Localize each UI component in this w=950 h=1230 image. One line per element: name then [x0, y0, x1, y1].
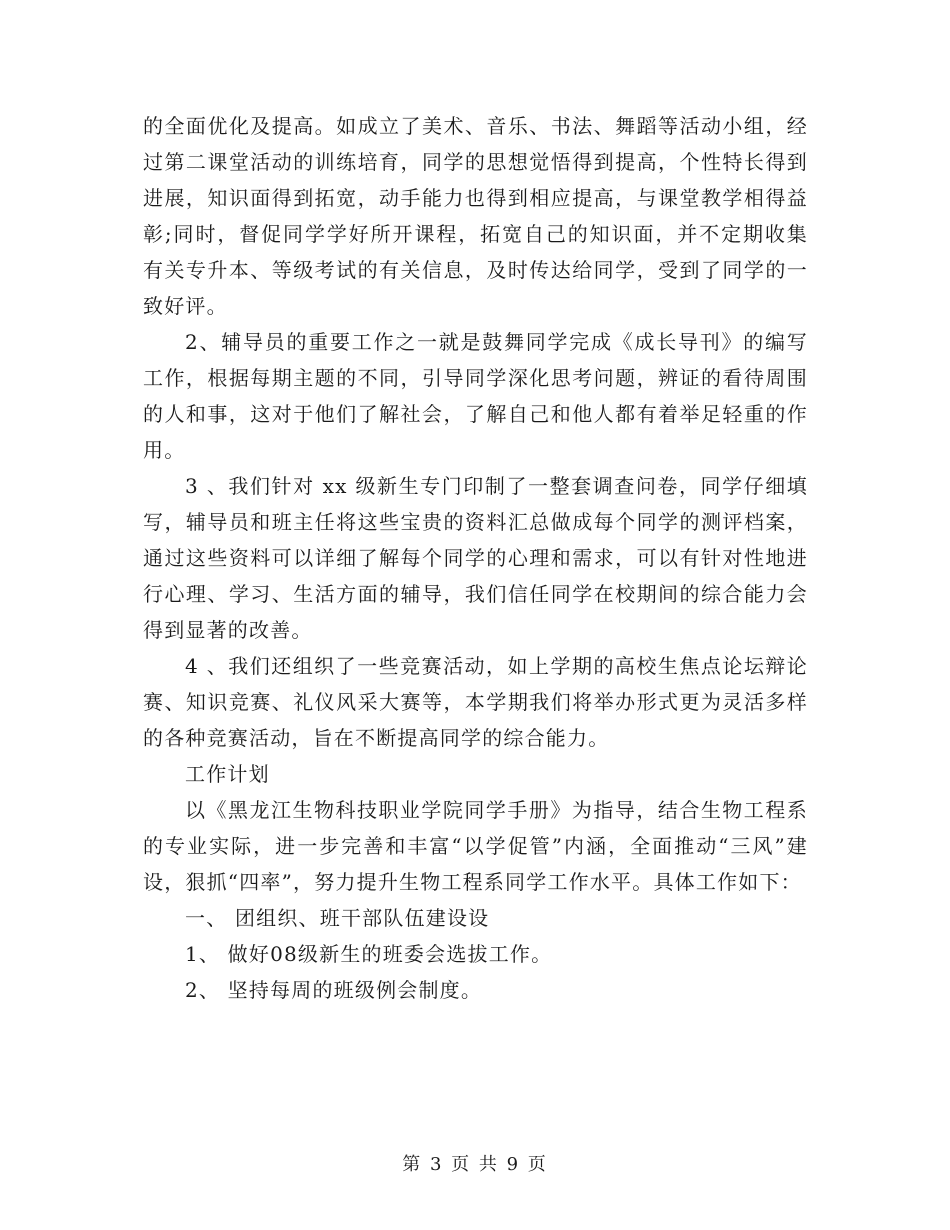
paragraph-plan-intro: 以《黑龙江生物科技职业学院同学手册》为指导，结合生物工程系的专业实际，进一步完善和丰富“以学促管”内涵，全面推动“三风”建设，狠抓“四率”，努力提升生物工程系同学工作水平。具体工作如下：: [143, 798, 808, 894]
list-item-2: 2、 坚持每周的班级例会制度。: [185, 978, 483, 1002]
document-body: [143, 108, 808, 1008]
list-item-1: 1、 做好08级新生的班委会选拔工作。: [185, 942, 553, 966]
page-number-footer: 第 3 页 共 9 页: [402, 1154, 548, 1175]
paragraph-continuation: 的全面优化及提高。如成立了美术、音乐、书法、舞蹈等活动小组，经过第二课堂活动的训练培育，同学的思想觉悟得到提高，个性特长得到进展，知识面得到拓宽，动手能力也得到相应提高，与课堂教学相得益彰;同时，督促同学学好所开课程，拓宽自己的知识面，并不定期收集有关专升本、等级考试的有关信息，及时传达给同学，受到了同学的一致好评。: [143, 114, 808, 318]
subheading-team-building: 一、 团组织、班干部队伍建设设: [185, 906, 490, 930]
paragraph-item-4: 4 、我们还组织了一些竞赛活动，如上学期的高校生焦点论坛辩论赛、知识竞赛、礼仪风采大赛等，本学期我们将举办形式更为灵活多样的各种竞赛活动，旨在不断提高同学的综合能力。: [143, 654, 808, 750]
paragraph-item-2: 2、辅导员的重要工作之一就是鼓舞同学完成《成长导刊》的编写工作，根据每期主题的不同，引导同学深化思考问题，辨证的看待周围的人和事，这对于他们了解社会，了解自己和他人都有着举足轻重的作用。: [143, 330, 808, 462]
section-heading-work-plan: 工作计划: [185, 762, 270, 786]
paragraph-item-3: 3 、我们针对 xx 级新生专门印制了一整套调查问卷，同学仔细填写，辅导员和班主任将这些宝贵的资料汇总做成每个同学的测评档案，通过这些资料可以详细了解每个同学的心理和需求，可以有针对性地进行心理、学习、生活方面的辅导，我们信任同学在校期间的综合能力会得到显著的改善。: [143, 474, 808, 642]
